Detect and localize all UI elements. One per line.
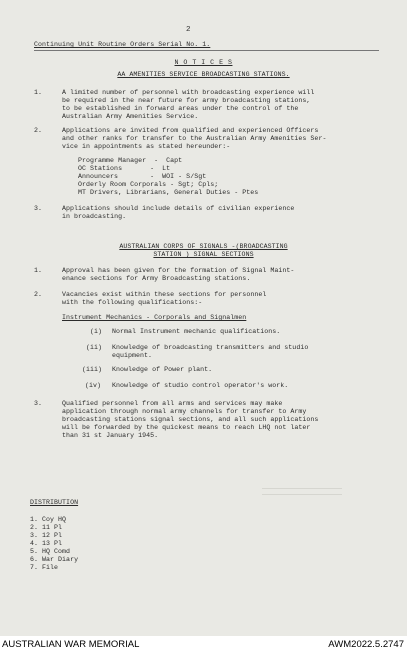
appointment-line: MT Drivers, Librarians, General Duties - Ptes	[78, 189, 259, 196]
qualification-line: Knowledge of studio control operator's work.	[112, 382, 289, 389]
qualification-number: (ii)	[86, 344, 103, 351]
section2-item2-line: Vacancies exist within these sections for personnel	[62, 291, 267, 298]
page-number: 2	[186, 26, 191, 34]
section2-item1-number: 1.	[34, 267, 42, 274]
section2-subheading: Instrument Mechanics - Corporals and Signalmen	[62, 314, 247, 321]
qualification-number: (iv)	[85, 382, 102, 389]
archive-footer	[0, 636, 407, 653]
section1-item2-number: 2.	[34, 127, 42, 134]
footer-accession-number: AWM2022.5.2747	[328, 639, 404, 650]
section1-item2-line: vice in appointments as stated hereunder:-	[62, 143, 231, 150]
heading-rule	[34, 50, 379, 51]
section2-item3-line: broadcasting stations signal sections, and all such applications	[62, 416, 319, 423]
notices-title: N O T I C E S	[174, 59, 233, 66]
distribution-item: 1. Coy HQ	[30, 516, 67, 523]
section2-item1-line: Approval has been given for the formation of Signal Maint-	[62, 267, 295, 274]
distribution-item: 3. 12 Pl	[30, 532, 63, 539]
appointment-line: OC Stations - Lt	[78, 165, 171, 172]
section1-item1-line: be required in the near future for army broadcasting stations,	[62, 97, 311, 104]
distribution-item: 6. War Diary	[30, 556, 79, 563]
bleed-through-mark	[262, 488, 342, 489]
section2-item3-line: than 31 st January 1945.	[62, 432, 159, 439]
distribution-item: 7. File	[30, 564, 59, 571]
section1-item1-line: to be established in forward areas under the control of the	[62, 105, 299, 112]
section1-item2-line: and other ranks for transfer to the Australian Army Amenities Ser-	[62, 135, 327, 142]
qualification-line: equipment.	[112, 352, 153, 359]
qualification-line: Normal Instrument mechanic qualifications.	[112, 328, 281, 335]
section2-item2-number: 2.	[34, 291, 42, 298]
distribution-item: 4. 13 Pl	[30, 540, 63, 547]
section1-item3-line: in broadcasting.	[62, 213, 127, 220]
section1-item1-line: A limited number of personnel with broadcasting experience will	[62, 89, 315, 96]
section1-item2-line: Applications are invited from qualified and experienced Officers	[62, 127, 319, 134]
section2-item3-line: application through normal army channels for transfer to Army	[62, 408, 307, 415]
section1-item3-number: 3.	[34, 205, 42, 212]
qualification-number: (iii)	[82, 366, 103, 373]
section1-item3-line: Applications should include details of civilian experience	[62, 205, 295, 212]
section2-item3-number: 3.	[34, 400, 42, 407]
qualification-line: Knowledge of broadcasting transmitters and studio	[112, 344, 309, 351]
section2-item1-line: enance sections for Army Broadcasting stations.	[62, 275, 251, 282]
appointment-line: Orderly Room Corporals - Sgt; Cpls;	[78, 181, 219, 188]
section2-item3-line: will be forwarded by the quickest means to reach LHQ not later	[62, 424, 311, 431]
section2-item2-line: with the following qualifications:-	[62, 299, 203, 306]
section1-title: AA AMENITIES SERVICE BROADCASTING STATIONS.	[117, 71, 290, 78]
section1-item1-number: 1.	[34, 89, 42, 96]
section2-title-line: STATION ) SIGNAL SECTIONS	[153, 251, 254, 258]
appointment-line: Programme Manager - Capt	[78, 157, 183, 164]
distribution-title: DISTRIBUTION	[30, 499, 79, 506]
footer-institution: AUSTRALIAN WAR MEMORIAL	[2, 639, 140, 650]
distribution-item: 2. 11 Pl	[30, 524, 63, 531]
section2-item3-line: Qualified personnel from all arms and services may make	[62, 400, 283, 407]
appointment-line: Announcers - WOI - S/Sgt	[78, 173, 207, 180]
document-heading: Continuing Unit Routine Orders Serial No. 1.	[34, 41, 211, 48]
bleed-through-mark	[262, 494, 342, 495]
qualification-line: Knowledge of Power plant.	[112, 366, 213, 373]
distribution-item: 5. HQ Comd	[30, 548, 71, 555]
section2-title-line: AUSTRALIAN CORPS OF SIGNALS -(BROADCASTING	[119, 243, 288, 250]
qualification-number: (i)	[90, 328, 103, 335]
section1-item1-line: Australian Army Amenities Service.	[62, 113, 199, 120]
